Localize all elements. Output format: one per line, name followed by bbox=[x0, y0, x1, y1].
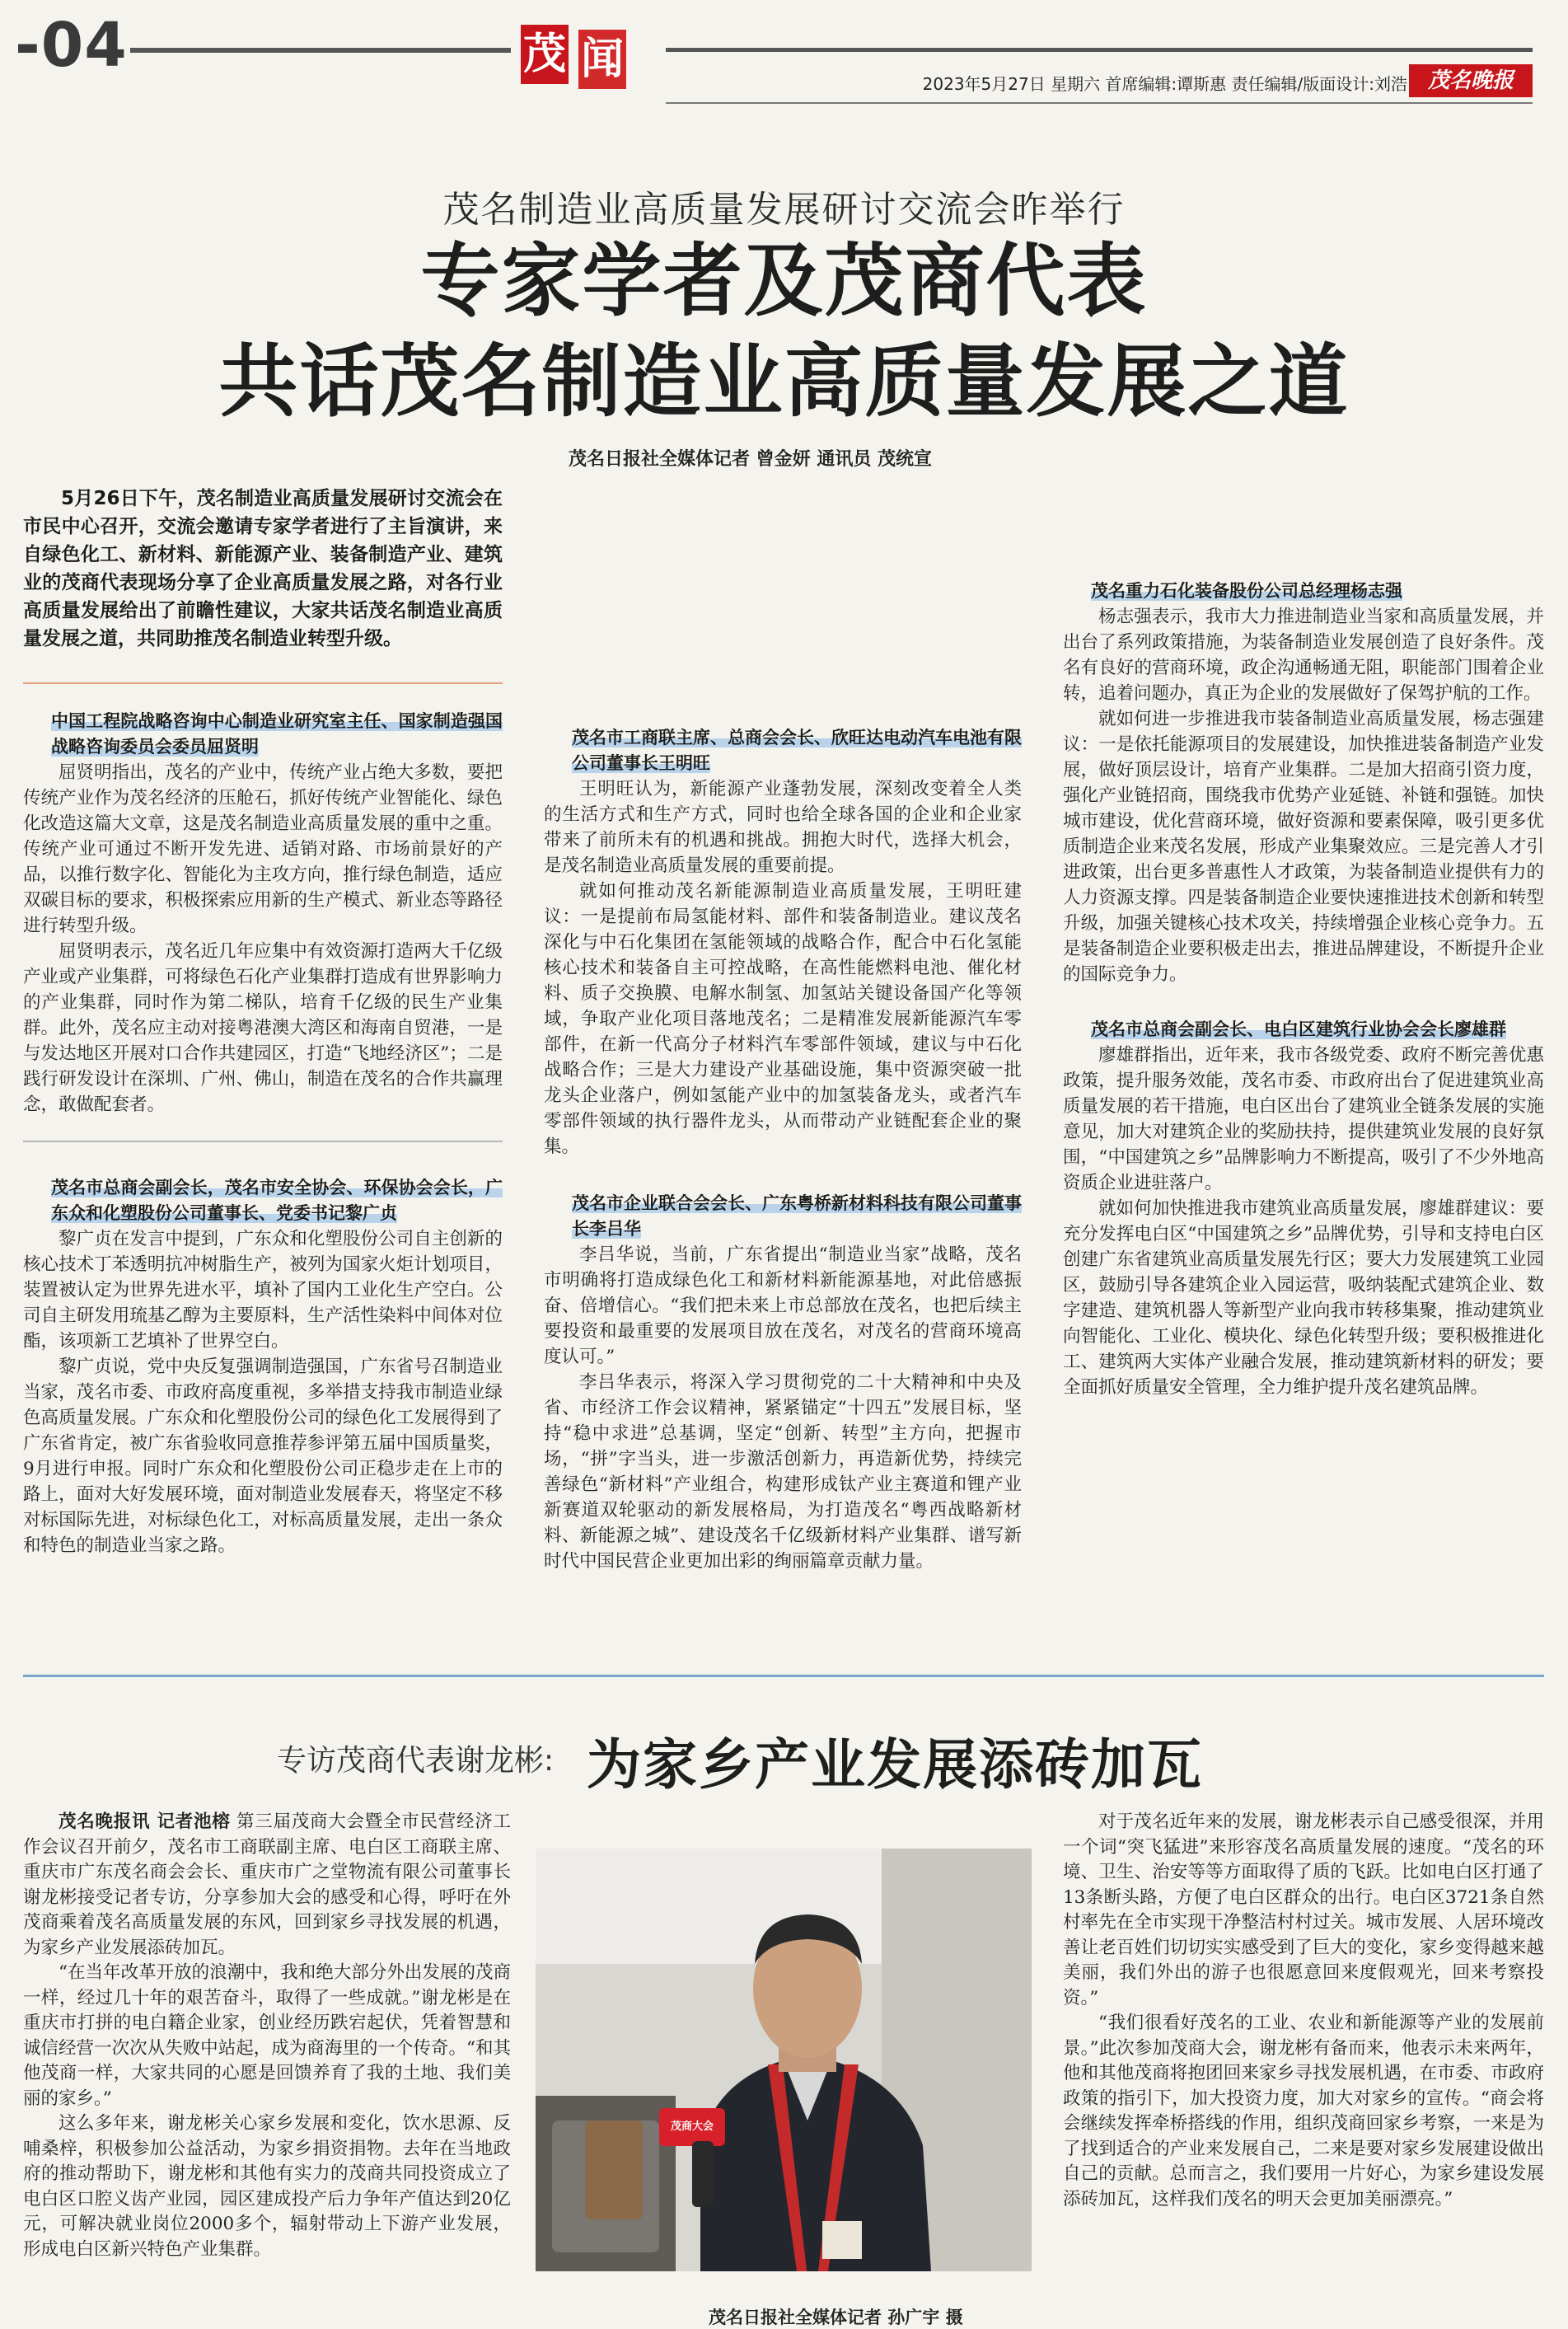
story1-byline: 茂名日报社全媒体记者 曾金妍 通讯员 茂统宣 bbox=[569, 449, 932, 470]
paragraph-text: 第三届茂商大会暨全市民营经济工作会议召开前夕，茂名市工商联副主席、电白区工商联主席、重庆市广东茂名商会会长、重庆市广之堂物流有限公司董事长谢龙彬接受记者专访，分享参加大会的感受和心得，呼吁在外茂商乘着茂名高质量发展的东风，回到家乡寻找发展的机遇，为家乡产业发展添砖加瓦。 bbox=[23, 1811, 511, 1958]
paragraph: 李吕华表示，将深入学习贯彻党的二十大精神和中央及省、市经济工作会议精神，紧紧锚定“十四五”发展目标，坚持“稳中求进”总基调，坚定“创新、转型”主方向，把握市场，“拼”字当头，进一步激活创新力，再造新优势，持续完善绿色“新材料”产业组合，构建形成钛产业主赛道和锂产业新赛道双轮驱动的新发展格局，为打造茂名“粤西战略新材料、新能源之城”、建设茂名千亿级新材料产业集群、谱写新时代中国民营企业更加出彩的绚丽篇章贡献力量。 bbox=[544, 1372, 1022, 1572]
photo-caption: 茂名日报社全媒体记者 孙广宇 摄 bbox=[709, 2308, 963, 2327]
paragraph: 这么多年来，谢龙彬关心家乡发展和変化，饮水思源、反哺桑梓，积极参加公益活动，为家乡捐资捐物。去年在当地政府的推动帮助下，谢龙彬和其他有实力的茂商共同投资成立了电白区口腔义齿产业园，园区建成投产后力争年产值达到20亿元，可解决就业岗位2000多个，辐射带动上下游产业发展，形成电白区新兴特色产业集群。 bbox=[23, 2113, 511, 2260]
story1-column-1 bbox=[23, 485, 503, 1558]
speaker-title bbox=[1063, 579, 1544, 604]
dateline: 2023年5月27日 星期六 首席编辑:谭斯惠 责任编辑/版面设计:刘浩 bbox=[922, 74, 1407, 94]
header-bottom-rule bbox=[666, 102, 1533, 104]
section-char-1: 茂 bbox=[521, 25, 569, 84]
paragraph: 就如何推动茂名新能源制造业高质量发展，王明旺建议：一是提前布局氢能材料、部件和装备制造业。建议茂名深化与中石化集团在氢能领域的战略合作，配合中石化氢能核心技术和装备自主可控战略，在高性能燃料电池、催化材料、质子交换膜、电解水制氢、加氢站关键设备国产化等领域，争取产业化项目落地茂名；二是精准发展新能源汽车零部件，在新一代高分子材料汽车零部件领域，建议与中石化战略合作；三是大力建设产业基础设施，集中资源突破一批龙头企业落户，例如氢能产业中的加氢装备龙头，或者汽车零部件领域的执行器件龙头，从而带动产业链配套企业的聚集。 bbox=[544, 881, 1022, 1157]
story2-column-2 bbox=[1063, 1810, 1544, 2212]
paragraph: 黎广贞在发言中提到，广东众和化塑股份公司自主创新的核心技术丁苯透明抗冲树脂生产，被列为国家火炬计划项目，装置被认定为世界先进水平，填补了国内工业化生产空白。公司自主研发用琉基乙醇为主要原料，生产活性染料中间体对位酯，该项新工艺填补了世界空白。 bbox=[23, 1229, 503, 1352]
speaker-block-6 bbox=[1063, 1017, 1544, 1400]
section-divider bbox=[23, 1141, 503, 1142]
story2-headline: 为家乡产业发展添砖加瓦 bbox=[587, 1733, 1203, 1797]
paragraph bbox=[23, 1810, 511, 1961]
lead-paragraph: 5月26日下午，茂名制造业高质量发展研讨交流会在市民中心召开，交流会邀请专家学者进行了主旨演讲，来自绿色化工、新材料、新能源产业、装备制造产业、建筑业的茂商代表现场分享了企业高质量发展之路，对各行业高质量发展给出了前瞻性建议，大家共话茂名制造业高质量发展之道，共同助推茂名制造业转型升级。 bbox=[23, 488, 503, 649]
photo-illustration bbox=[536, 1849, 1032, 2271]
speaker-name: 茂名市企业联合会会长、广东粤桥新材料科技有限公司董事长李吕华 bbox=[572, 1193, 1022, 1239]
section-divider bbox=[23, 682, 503, 684]
story-separator bbox=[23, 1675, 1544, 1677]
story1-headline-line2: 共话茂名制造业高质量发展之道 bbox=[218, 335, 1350, 428]
paragraph: 就如何加快推进我市建筑业高质量发展，廖雄群建议：要充分发挥电白区“中国建筑之乡”品牌优势，引导和支持电白区创建广东省建筑业高质量发展先行区；要大力发展建筑工业园区，鼓励引导各建筑企业入园运营，吸纳装配式建筑企业、数字建造、建筑机器人等新型产业向我市转移集聚，推动建筑业向智能化、工业化、模块化、绿色化转型升级；要积极推进化工、建筑两大实体产业融合发展，推动建筑新材料的研发；要全面抓好质量安全管理，全力维护提升茂名建筑品牌。 bbox=[1063, 1198, 1544, 1398]
masthead-logo: 茂名晚报 bbox=[1409, 64, 1533, 97]
speaker-block-1 bbox=[23, 709, 503, 1118]
story1-headline-line1: 专家学者及茂商代表 bbox=[420, 235, 1148, 327]
paragraph: “在当年改革开放的浪潮中，我和绝大部分外出发展的茂商一样，经过几十年的艰苦奋斗，取得了一些成就。”谢龙彬是在重庆市打拼的电白籍企业家，创业经历跌宕起伏，凭着智慧和诚信经营一次次从失败中站起，成为商海里的一个传奇。“和其他茂商一样，大家共同的心愿是回馈养育了我的土地、我们美丽的家乡。” bbox=[23, 1962, 511, 2109]
paragraph: 王明旺认为，新能源产业蓬勃发展，深刻改变着全人类的生活方式和生产方式，同时也给全球各国的企业和企业家带来了前所未有的机遇和挑战。拥抱大时代，选择大机会，是茂名制造业高质量发展的重要前提。 bbox=[544, 779, 1022, 876]
speaker-title bbox=[544, 1191, 1022, 1242]
story1-column-3 bbox=[1063, 579, 1544, 1400]
paragraph: 李吕华说，当前，广东省提出“制造业当家”战略，茂名市明确将打造成绿色化工和新材料新能源基地，对此倍感振奋、倍增信心。“我们把未来上市总部放在茂名，也把后续主要投资和最重要的发展项目放在茂名，对茂名的营商环境高度认可。” bbox=[544, 1244, 1022, 1367]
story2-prefix: 专访茂商代表谢龙彬: bbox=[277, 1744, 555, 1778]
interview-photo bbox=[536, 1849, 1032, 2271]
speaker-block-5 bbox=[1063, 579, 1544, 987]
photo-mic-badge: 茂商大会 bbox=[670, 2120, 714, 2133]
section-char-2: 闻 bbox=[578, 30, 626, 89]
section-logo bbox=[521, 21, 644, 92]
paragraph: 屈贤明指出，茂名的产业中，传统产业占绝大多数，要把传统产业作为茂名经济的压舱石，抓好传统产业智能化、绿色化改造这篇大文章，这是茂名制造业高质量发展的重中之重。传统产业可通过不断开发先进、适销对路、市场前景好的产品，以推行数字化、智能化为主攻方向，推行绿色制造，适应双碳目标的要求，积极探索应用新的生产模式、新业态等路径进行转型升级。 bbox=[23, 762, 503, 936]
speaker-name: 茂名市工商联主席、总商会会长、欣旺达电动汽车电池有限公司董事长王明旺 bbox=[572, 728, 1022, 773]
page-number: -04 bbox=[15, 10, 128, 81]
speaker-title bbox=[23, 1175, 503, 1226]
speaker-block-2 bbox=[23, 1175, 503, 1558]
speaker-block-3 bbox=[544, 725, 1022, 1160]
paragraph: 就如何进一步推进我市装备制造业高质量发展，杨志强建议：一是依托能源项目的发展建设，加快推进装备制造产业发展，做好顶层设计，培育产业集群。二是加大招商引资力度，强化产业链招商，围绕我市优势产业延链、补链和强链。加快城市建设，优化营商环境，做好资源和要素保障，吸引更多优质制造企业来茂名发展，形成产业集聚效应。三是完善人才引进政策，出台更多普惠性人才政策，为装备制造业提供有力的人力资源支撑。四是装备制造企业要快速推进技术创新和转型升级，加强关键核心技术攻关，持续增强企业核心竞争力。五是装备制造企业要积极走出去，推进品牌建设，不断提升企业的国际竞争力。 bbox=[1063, 709, 1544, 985]
speaker-name: 茂名市总商会副会长、电白区建筑行业协会会长廖雄群 bbox=[1091, 1019, 1506, 1039]
speaker-title bbox=[1063, 1017, 1544, 1043]
speaker-name: 茂名重力石化装备股份公司总经理杨志强 bbox=[1091, 581, 1402, 601]
header-rule-right bbox=[666, 48, 1533, 52]
speaker-title bbox=[23, 709, 503, 760]
speaker-title bbox=[544, 725, 1022, 776]
paragraph: 廖雄群指出，近年来，我市各级党委、政府不断完善优惠政策，提升服务效能，茂名市委、市政府出台了促进建筑业高质量发展的若干措施，电白区出台了建筑业全链条发展的实施意见，加大对建筑企业的奖励扶持，提供建筑业发展的良好氛围，“中国建筑之乡”品牌影响力不断提高，吸引了不少外地高资质企业进驻落户。 bbox=[1063, 1045, 1544, 1193]
story1-column-2 bbox=[544, 485, 1022, 1574]
header-rule-left bbox=[130, 48, 511, 53]
story1-lead bbox=[23, 485, 503, 653]
paragraph: “我们很看好茂名的工业、农业和新能源等产业的发展前景。”此次参加茂商大会，谢龙彬有备而来，他表示未来两年，他和其他茂商将抱团回来家乡寻找发展机遇，在市委、市政府政策的指引下，加大投资力度，加大对家乡的宣传。“商会将会继续发挥牵桥搭线的作用，组织茂商回家乡考察，一来是为了找到适合的产业来发展自己，二来是要对家乡发展建设做出自己的贡献。总而言之，我们要用一片好心，为家乡建设发展添砖加瓦，这样我们茂名的明天会更加美丽漂亮。” bbox=[1063, 2013, 1544, 2210]
paragraph: 屈贤明表示，茂名近几年应集中有效资源打造两大千亿级产业或产业集群，可将绿色石化产业集群打造成有世界影响力的产业集群，同时作为第二梯队，培育千亿级的民生产业集群。此外，茂名应主动对接粤港澳大湾区和海南自贸港，一是与发达地区开展对口合作共建园区，打造“飞地经济区”；二是践行研发设计在深圳、广州、佛山，制造在茂名的合作共赢理念，敢做配套者。 bbox=[23, 941, 503, 1115]
paragraph: 杨志强表示，我市大力推进制造业当家和高质量发展，并出台了系列政策措施，为装备制造业发展创造了良好条件。茂名有良好的营商环境，政企沟通畅通无阻，职能部门围着企业转，追着问题办，真正为企业的发展做好了保驾护航的工作。 bbox=[1063, 607, 1544, 704]
story2-column-1 bbox=[23, 1810, 511, 2262]
paragraph: 对于茂名近年来的发展，谢龙彬表示自己感受很深，并用一个词“突飞猛进”来形容茂名高质量发展的速度。“茂名的环境、卫生、治安等等方面取得了质的飞跃。比如电白区打通了13条断头路，方便了电白区群众的出行。电白区3721条自然村率先在全市实现干净整洁村村过关。城市发展、人居环境改善让老百姓们切切实实感受到了巨大的变化，家乡变得越来越美丽，我们外出的游子也很愿意回来度假观光，回来考察投资。” bbox=[1063, 1811, 1544, 2008]
speaker-block-4 bbox=[544, 1191, 1022, 1574]
story2-byline: 茂名晚报讯 记者池榕 bbox=[59, 1811, 231, 1832]
speaker-name: 茂名市总商会副会长，茂名市安全协会、环保协会会长，广东众和化塑股份公司董事长、党委书记黎广贞 bbox=[51, 1178, 503, 1223]
story1-subhead: 茂名制造业高质量发展研讨交流会昨举行 bbox=[442, 189, 1126, 231]
speaker-name: 中国工程院战略咨询中心制造业研究室主任、国家制造强国战略咨询委员会委员屈贤明 bbox=[51, 711, 503, 757]
paragraph: 黎广贞说，党中央反复强调制造强国，广东省号召制造业当家，茂名市委、市政府高度重视，多举措支持我市制造业绿色高质量发展。广东众和化塑股份公司的绿色化工发展得到了广东省肯定，被广东省验收同意推荐参评第五届中国质量奖，9月进行申报。同时广东众和化塑股份公司正稳步走在上市的路上，面对大好发展环境，面对制造业发展春天，将坚定不移对标国际先进，对标绿色化工，对标高质量发展，走出一条众和特色的制造业当家之路。 bbox=[23, 1357, 503, 1556]
